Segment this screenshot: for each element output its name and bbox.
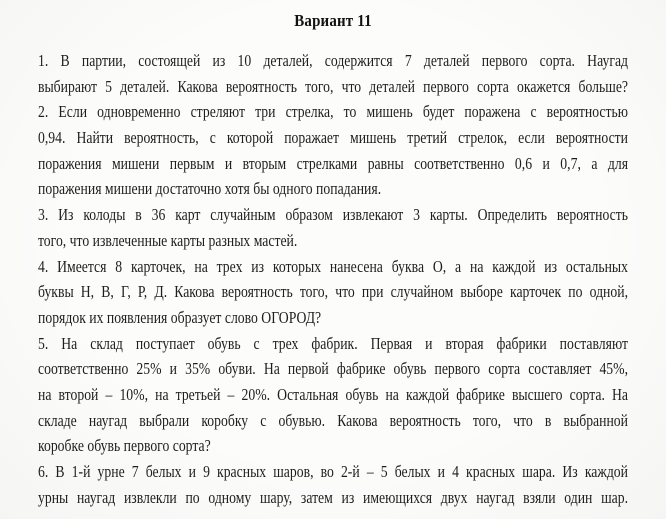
document-title: Вариант 11 <box>294 11 372 30</box>
problem-1 <box>38 48 628 99</box>
text-line: коробке обувь первого сорта? <box>38 436 211 456</box>
text-line: выбирают 5 деталей. Какова вероятность того, что деталей первого сорта окажется больше? <box>38 76 629 96</box>
text-line: 2. Если одновременно стреляют три стрелка, то мишень будет поражена с вероятностью <box>38 102 629 122</box>
text-line: того, что извлеченные карты разных мастей. <box>38 230 298 250</box>
problem-2 <box>38 99 628 202</box>
problem-4 <box>38 254 628 331</box>
text-line: 6. В 1-й урне 7 белых и 9 красных шаров, во 2-й – 5 белых и 4 красных шара. Из каждой <box>38 462 629 481</box>
problem-6 <box>38 459 628 510</box>
text-line: на второй – 10%, на третьей – 20%. Остальная обувь на каждой фабрике высшего сорта. На <box>38 384 629 404</box>
text-line: соответственно 25% и 35% обуви. На первой фабрике обувь первого сорта составляет 45%, <box>38 359 629 379</box>
text-line: 1. В партии, состоящей из 10 деталей, содержится 7 деталей первого сорта. Наугад <box>38 51 629 70</box>
text-line: порядок их появления образует слово ОГОРОД? <box>38 307 322 327</box>
text-line: складе наугад выбрали коробку с обувью. Какова вероятность того, что в выбранной <box>38 410 629 430</box>
text-line: поражения мишени достаточно хотя бы одного попадания. <box>38 179 382 199</box>
text-line: урны наугад извлекли по одному шару, затем из имеющихся двух наугад взяли один шар. <box>38 487 629 507</box>
text-line: 5. На склад поступает обувь с трех фабрик. Первая и вторая фабрики поставляют <box>38 333 629 353</box>
problem-5 <box>38 331 628 459</box>
text-line: 0,94. Найти вероятность, с которой поражает мишень третий стрелок, если вероятности <box>38 128 629 148</box>
text-line: 3. Из колоды в 36 карт случайным образом извлекают 3 карты. Определить вероятность <box>38 205 629 225</box>
problem-3 <box>38 202 628 253</box>
text-line: поражения мишени первым и вторым стрелками равны соответственно 0,6 и 0,7, а для <box>38 153 629 173</box>
text-line: буквы Н, В, Г, Р, Д. Какова вероятность того, что при случайном выборе карточек по одной, <box>38 282 629 302</box>
document-body <box>38 48 628 510</box>
text-line: 4. Имеется 8 карточек, на трех из которых нанесена буква О, а на каждой из остальных <box>38 256 629 276</box>
